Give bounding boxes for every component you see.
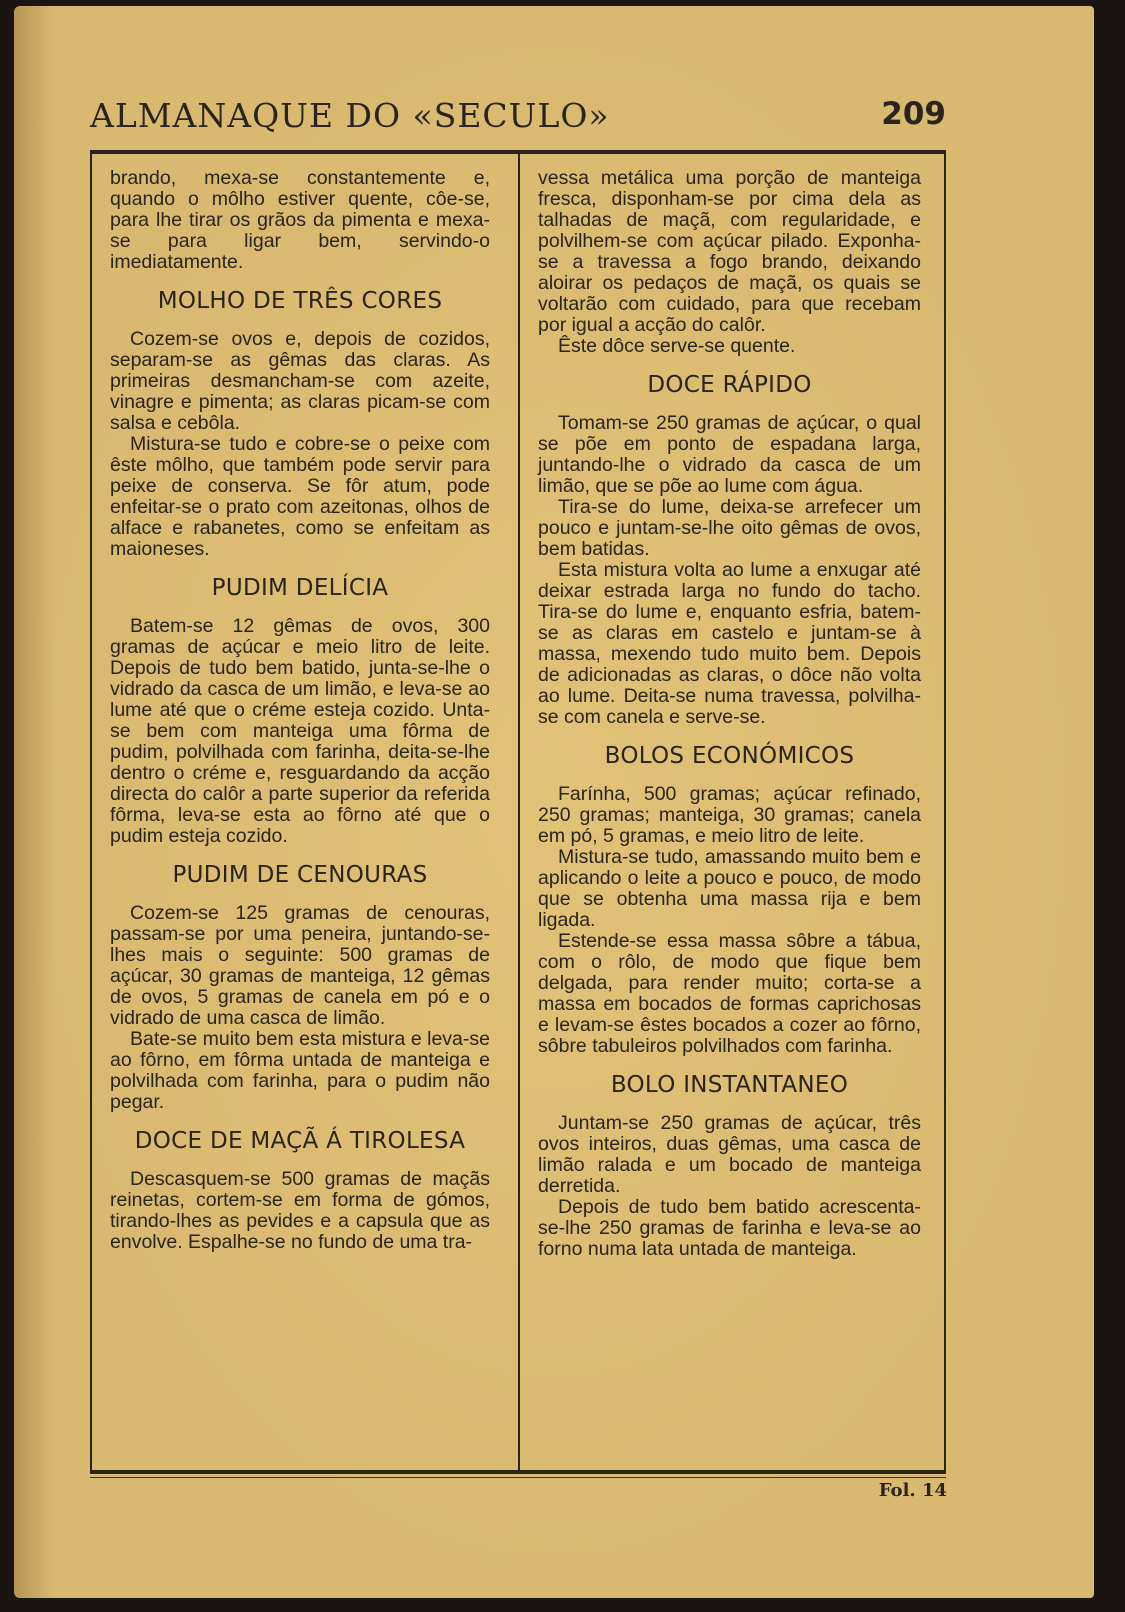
paragraph: Êste dôce serve-se quente. — [558, 335, 796, 357]
recipe-title: DOCE RÁPIDO — [647, 372, 812, 398]
bottom-rule — [90, 1470, 946, 1474]
paragraph: Tomam-se 250 gramas de açúcar, o qual se põe em ponto de espadana larga, juntando-lhe o vidrado da casca de um limão, que se põe ao lume com água. — [538, 412, 921, 497]
paragraph: Mistura-se tudo, amassando muito bem e aplicando o leite a pouco e pouco, de modo que se obtenha uma massa rija e bem ligada. — [538, 846, 921, 931]
column-divider — [518, 154, 520, 1470]
paragraph: Cozem-se ovos e, depois de cozidos, separam-se as gêmas das claras. As primeiras desmancham-se com azeite, vinagre e pimenta; as claras picam-se com salsa e cebôla. — [110, 328, 490, 434]
recipe-title: PUDIM DELÍCIA — [211, 575, 389, 601]
left-border — [90, 154, 92, 1470]
paragraph: Esta mistura volta ao lume a enxugar até deixar estrada larga no fundo do tacho. Tira-se do lume e, enquanto esfria, batem-se as claras em castelo e juntam-se à massa, mexendo tudo muito bem. Depois de adicionadas as claras, o dôce não volta ao lume. Deita-se numa travessa, polvilha-se com canela e serve-se. — [538, 559, 921, 728]
paragraph: Mistura-se tudo e cobre-se o peixe com êste môlho, que também pode servir para peixe de conserva. Se fôr atum, pode enfeitar-se o prato com azeitonas, olhos de alface e rabanetes, como se enfeitam as maioneses. — [110, 433, 490, 560]
paragraph: Depois de tudo bem batido acrescenta-se-lhe 250 gramas de farinha e leva-se ao forno numa lata untada de manteiga. — [538, 1196, 921, 1260]
page-number: 209 — [881, 96, 946, 132]
paragraph: Farínha, 500 gramas; açúcar refinado, 250 gramas; manteiga, 30 gramas; canela em pó, 5 gramas, e meio litro de leite. — [538, 783, 921, 847]
bottom-rule-thin — [90, 1477, 946, 1478]
right-border — [944, 154, 946, 1470]
recipe-title: PUDIM DE CENOURAS — [172, 862, 428, 888]
page-header — [90, 96, 946, 140]
recipe-title: BOLO INSTANTANEO — [610, 1072, 849, 1098]
running-title: ALMANAQUE DO «SECULO» — [90, 96, 610, 135]
paragraph: Cozem-se 125 gramas de cenouras, passam-se por uma peneira, juntando-se-lhes mais o seguinte: 500 gramas de açúcar, 30 gramas de manteiga, 12 gêmas de ovos, 5 gramas de canela em pó e o vidrado de uma casca de limão. — [110, 902, 490, 1029]
recipe-title: MOLHO DE TRÊS CORES — [157, 288, 443, 314]
paragraph: Estende-se essa massa sôbre a tábua, com o rôlo, de modo que fique bem delgada, para render muito; corta-se a massa em bocados de formas caprichosas e levam-se êstes bocados a cozer ao fôrno, sôbre tabuleiros polvilhados com farinha. — [538, 930, 921, 1057]
paragraph: vessa metálica uma porção de manteiga fresca, disponham-se por cima dela as talhadas de maçã, com regularidade, e polvilhem-se com açúcar pilado. Exponha-se a travessa a fogo brando, deixando aloirar os pedaços de maçã, os quais se voltarão com cuidado, para que recebam por igual a acção do calôr. — [538, 167, 921, 336]
paragraph: Bate-se muito bem esta mistura e leva-se ao fôrno, em fôrma untada de manteiga e polvilhada com farinha, para o pudim não pegar. — [110, 1028, 490, 1113]
recipe-title: BOLOS ECONÓMICOS — [604, 743, 855, 769]
folio-mark: Fol. 14 — [878, 1480, 947, 1501]
paragraph: Batem-se 12 gêmas de ovos, 300 gramas de açúcar e meio litro de leite. Depois de tudo bem batido, junta-se-lhe o vidrado da casca de um limão, e leva-se ao lume até que o créme esteja cozido. Unta-se bem com manteiga uma fôrma de pudim, polvilhada com farinha, deita-se-lhe dentro o créme e, resguardando da acção directa do calôr a parte superior da referida fôrma, leva-se esta ao fôrno até que o pudim esteja cozido. — [110, 615, 490, 847]
paragraph: Tira-se do lume, deixa-se arrefecer um pouco e juntam-se-lhe oito gêmas de ovos, bem batidas. — [538, 496, 921, 560]
paragraph: Descasquem-se 500 gramas de maçãs reinetas, cortem-se em forma de gómos, tirando-lhes as pevides e a capsula que as envolve. Espalhe-se no fundo de uma tra- — [110, 1168, 490, 1253]
left-column — [110, 168, 490, 1253]
paragraph: brando, mexa-se constantemente e, quando o môlho estiver quente, côe-se, para lhe tirar os grãos da pimenta e mexa-se para ligar bem, servindo-o imediatamente. — [110, 167, 490, 273]
paragraph: Juntam-se 250 gramas de açúcar, três ovos inteiros, duas gêmas, uma casca de limão ralada e um bocado de manteiga derretida. — [538, 1112, 921, 1197]
recipe-title: DOCE DE MAÇÃ Á TIROLESA — [134, 1128, 466, 1154]
right-column — [538, 168, 921, 1260]
